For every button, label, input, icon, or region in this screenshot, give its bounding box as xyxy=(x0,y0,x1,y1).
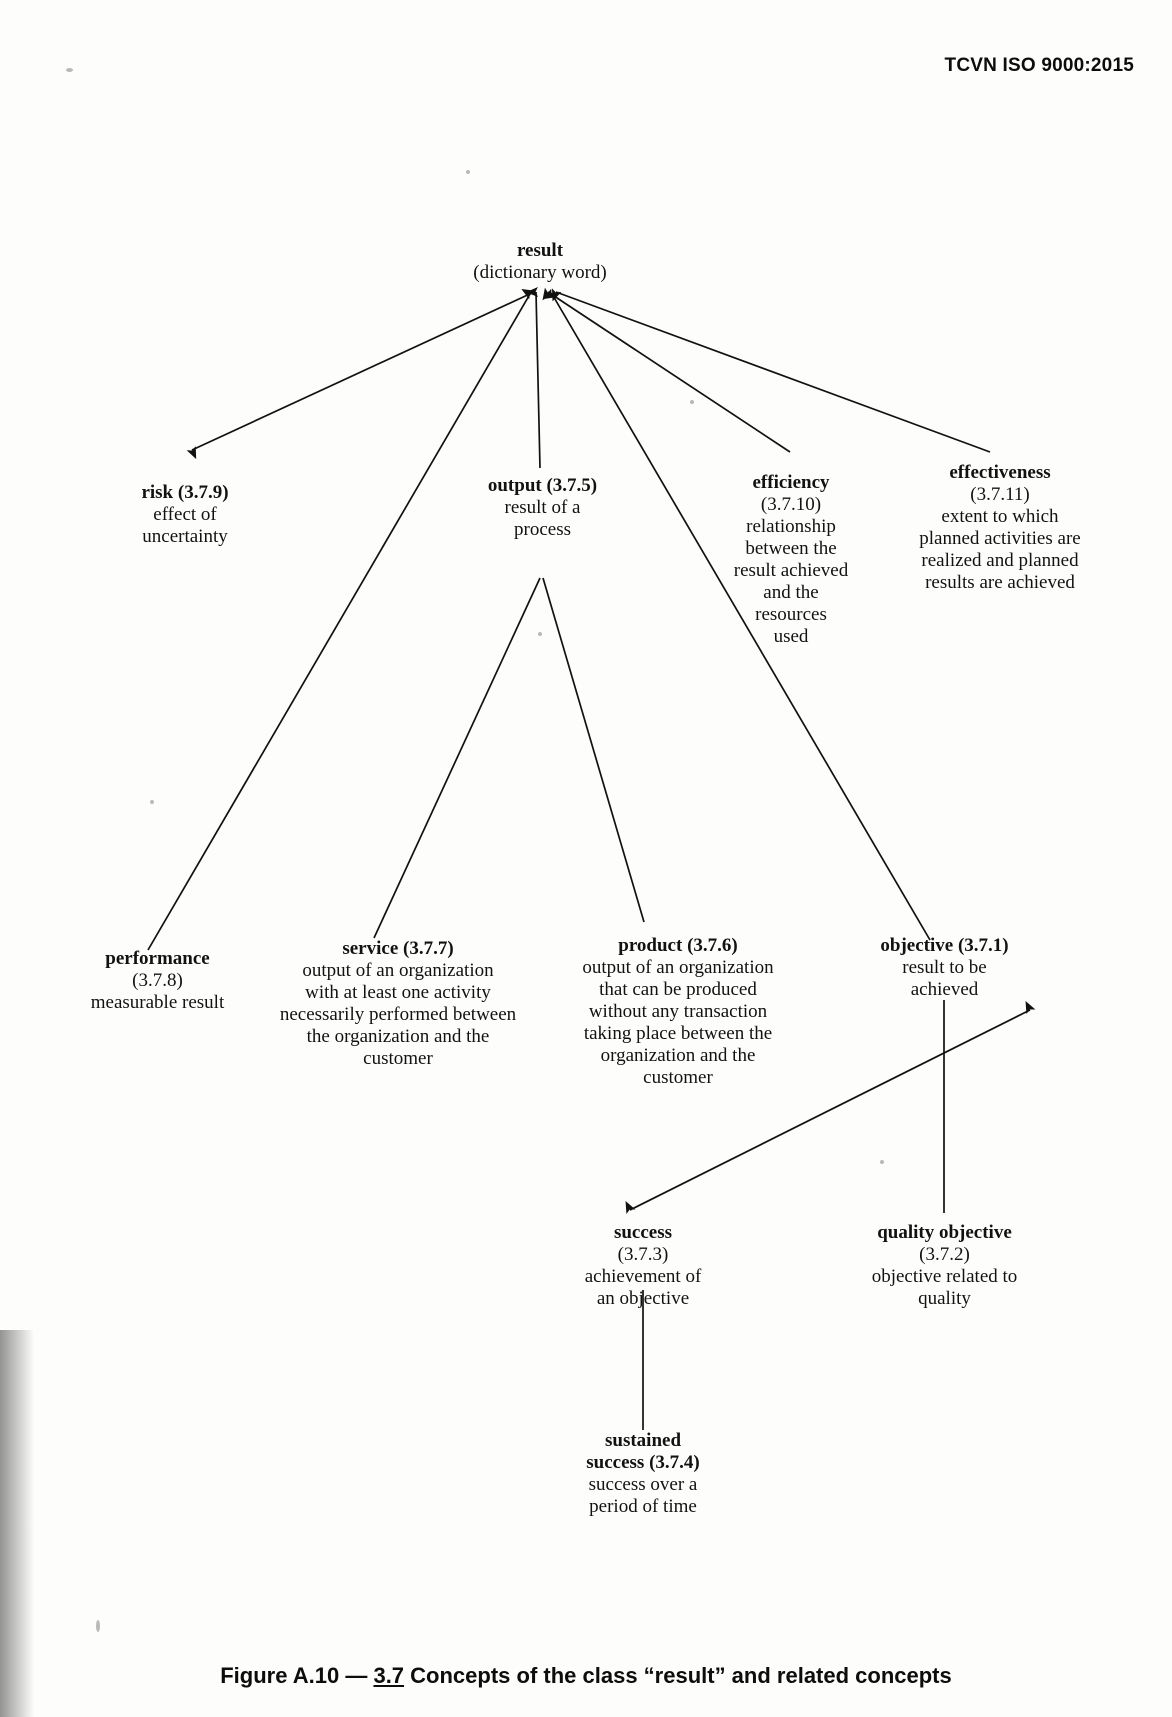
node-result-line-1: (dictionary word) xyxy=(473,262,607,284)
node-service-line-0: service (3.7.7) xyxy=(342,938,454,959)
node-quality-objective-line-0: quality objective xyxy=(877,1222,1012,1243)
node-objective-line-0: objective (3.7.1) xyxy=(880,935,1009,956)
node-success-line-1: (3.7.3) xyxy=(617,1244,669,1266)
node-quality-objective-line-1: (3.7.2) xyxy=(919,1244,970,1266)
node-performance xyxy=(30,948,285,1014)
node-effectiveness-line-4: realized and planned xyxy=(921,550,1079,572)
node-service-line-1: output of an organization xyxy=(302,960,494,982)
node-efficiency-line-2: relationship xyxy=(746,516,836,538)
node-service-line-5: customer xyxy=(363,1048,433,1070)
node-performance-line-1: (3.7.8) xyxy=(132,970,183,992)
scan-shadow xyxy=(0,1330,34,1717)
node-success-line-2: achievement of xyxy=(584,1266,702,1288)
node-sustained-success-line-2: success over a xyxy=(588,1474,698,1496)
node-efficiency xyxy=(700,472,882,648)
figure-caption-prefix: Figure A.10 — xyxy=(220,1663,374,1688)
node-service xyxy=(248,938,548,1070)
scan-speck xyxy=(150,800,154,804)
scan-speck xyxy=(690,400,694,404)
node-objective-line-2: achieved xyxy=(910,979,979,1001)
node-effectiveness-line-2: extent to which xyxy=(941,506,1059,528)
node-efficiency-line-3: between the xyxy=(745,538,837,560)
scan-speck xyxy=(880,1160,884,1164)
node-efficiency-line-7: used xyxy=(773,626,809,648)
node-risk-line-2: uncertainty xyxy=(142,526,228,548)
node-product-line-1: output of an organization xyxy=(582,957,774,979)
node-product-line-2: that can be produced xyxy=(599,979,757,1001)
scan-speck xyxy=(538,632,542,636)
node-effectiveness xyxy=(880,462,1120,594)
node-output xyxy=(420,475,665,541)
node-product-line-5: organization and the xyxy=(600,1045,756,1067)
scan-speck xyxy=(96,1620,100,1632)
node-result-line-0: result xyxy=(516,240,564,261)
node-risk-line-1: effect of xyxy=(153,504,217,526)
node-service-line-4: the organization and the xyxy=(306,1026,490,1048)
node-quality-objective-line-3: quality xyxy=(918,1288,971,1310)
node-efficiency-line-5: and the xyxy=(763,582,819,604)
node-effectiveness-line-5: results are achieved xyxy=(925,572,1075,594)
node-efficiency-line-6: resources xyxy=(755,604,827,626)
scan-speck xyxy=(466,170,470,174)
node-risk xyxy=(60,482,310,548)
node-product-line-3: without any transaction xyxy=(588,1001,768,1023)
node-service-line-3: necessarily performed between xyxy=(279,1004,517,1026)
node-effectiveness-line-1: (3.7.11) xyxy=(970,484,1030,506)
figure-caption-text: Concepts of the class “result” and related concepts xyxy=(404,1663,952,1688)
figure-caption xyxy=(0,1663,1172,1689)
node-sustained-success-line-0: sustained xyxy=(604,1430,682,1451)
node-performance-line-0: performance xyxy=(105,948,210,969)
figure-caption-clause: 3.7 xyxy=(373,1663,405,1688)
node-effectiveness-line-0: effectiveness xyxy=(949,462,1051,483)
node-success-line-0: success xyxy=(613,1222,673,1243)
node-quality-objective-line-2: objective related to xyxy=(871,1266,1018,1288)
node-service-line-2: with at least one activity xyxy=(305,982,491,1004)
node-product-line-0: product (3.7.6) xyxy=(618,935,738,956)
node-product-line-6: customer xyxy=(643,1067,713,1089)
node-product-line-4: taking place between the xyxy=(583,1023,773,1045)
node-output-line-0: output (3.7.5) xyxy=(487,475,598,496)
node-success-line-3: an objective xyxy=(596,1288,690,1310)
node-efficiency-line-1: (3.7.10) xyxy=(760,494,822,516)
node-effectiveness-line-3: planned activities are xyxy=(919,528,1081,550)
node-sustained-success-line-3: period of time xyxy=(589,1496,697,1518)
page-header-standard-id: TCVN ISO 9000:2015 xyxy=(944,55,1134,76)
node-performance-line-2: measurable result xyxy=(90,992,225,1014)
node-objective xyxy=(823,935,1066,1001)
node-sustained-success-line-1: success (3.7.4) xyxy=(586,1452,700,1474)
node-output-line-2: process xyxy=(514,519,571,541)
node-output-line-1: result of a xyxy=(504,497,581,519)
node-risk-line-0: risk (3.7.9) xyxy=(141,482,229,503)
node-success xyxy=(528,1222,758,1310)
node-product xyxy=(533,935,823,1089)
node-sustained-success xyxy=(528,1430,758,1518)
node-result xyxy=(420,240,660,284)
node-quality-objective xyxy=(822,1222,1067,1310)
scan-speck xyxy=(66,68,73,72)
node-objective-line-1: result to be xyxy=(902,957,987,979)
node-efficiency-line-0: efficiency xyxy=(752,472,830,493)
node-efficiency-line-4: result achieved xyxy=(733,560,849,582)
